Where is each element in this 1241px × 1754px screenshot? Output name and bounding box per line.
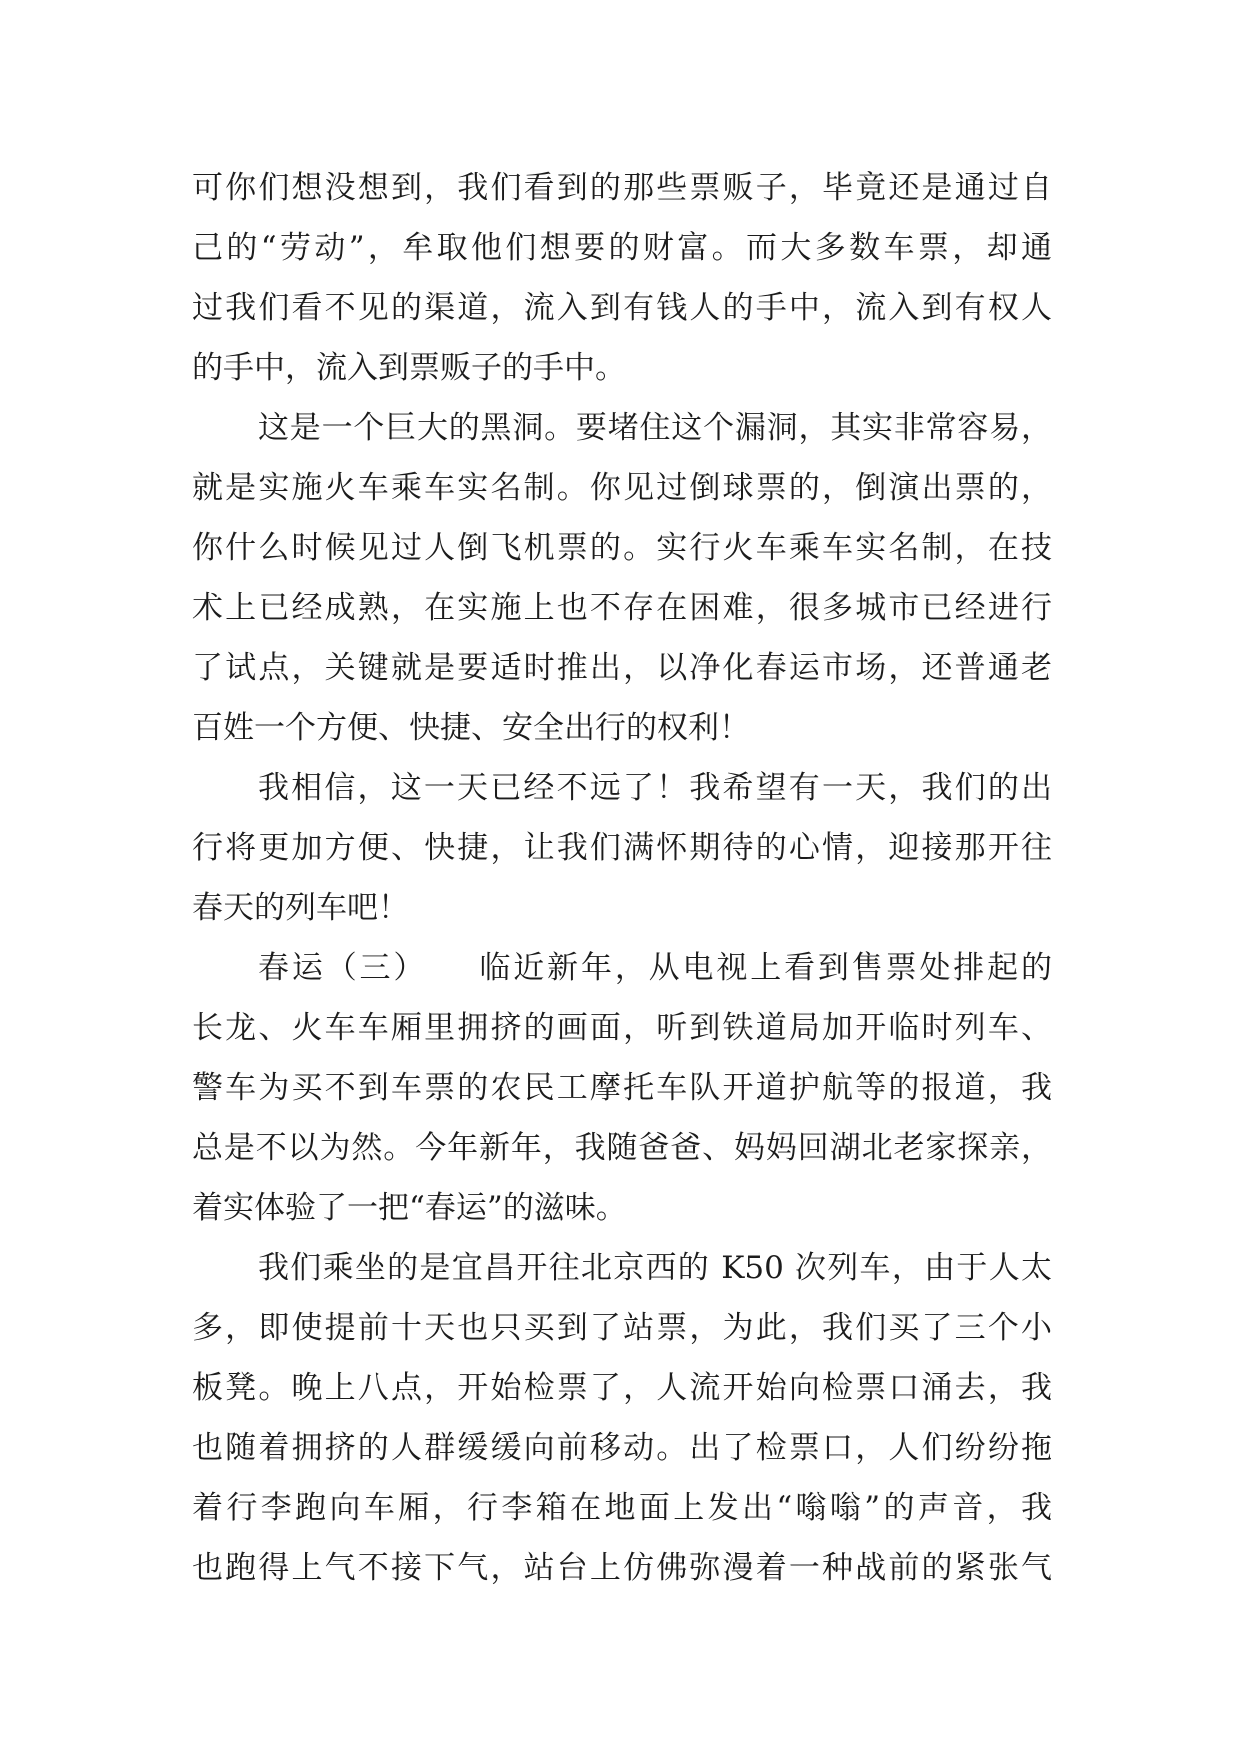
text-line: 这是一个巨大的黑洞。要堵住这个漏洞，其实非常容易，: [258, 410, 1052, 446]
text-line: 着行李跑向车厢，行李箱在地面上发出“嗡嗡”的声音，我: [192, 1490, 1052, 1526]
text-line: 也随着拥挤的人群缓缓向前移动。出了检票口，人们纷纷拖: [192, 1430, 1052, 1466]
text-line: 春天的列车吧！: [192, 890, 409, 926]
text-line: 己的“劳动”，牟取他们想要的财富。而大多数车票，却通: [192, 230, 1052, 266]
text-line: 的手中，流入到票贩子的手中。: [192, 350, 626, 386]
text-line: 总是不以为然。今年新年，我随爸爸、妈妈回湖北老家探亲，: [192, 1130, 1052, 1166]
text-line: 行将更加方便、快捷，让我们满怀期待的心情，迎接那开往: [192, 830, 1052, 866]
text-line: 可你们想没想到，我们看到的那些票贩子，毕竟还是通过自: [192, 170, 1052, 206]
text-line: 我相信，这一天已经不远了！我希望有一天，我们的出: [258, 770, 1052, 806]
text-line: 你什么时候见过人倒飞机票的。实行火车乘车实名制，在技: [192, 530, 1052, 566]
text-line: 术上已经成熟，在实施上也不存在困难，很多城市已经进行: [192, 590, 1052, 626]
text-line: 长龙、火车车厢里拥挤的画面，听到铁道局加开临时列车、: [192, 1010, 1052, 1046]
text-line: 着实体验了一把“春运”的滋味。: [192, 1190, 627, 1226]
text-line: 就是实施火车乘车实名制。你见过倒球票的，倒演出票的，: [192, 470, 1052, 506]
text-line: 百姓一个方便、快捷、安全出行的权利！: [192, 710, 750, 746]
text-line: 春运（三） 临近新年，从电视上看到售票处排起的: [258, 950, 1052, 986]
text-line: 多，即使提前十天也只买到了站票，为此，我们买了三个小: [192, 1310, 1052, 1346]
text-line: 警车为买不到车票的农民工摩托车队开道护航等的报道，我: [192, 1070, 1052, 1106]
text-line: 我们乘坐的是宜昌开往北京西的 K50 次列车，由于人太: [258, 1250, 1052, 1286]
text-line: 也跑得上气不接下气，站台上仿佛弥漫着一种战前的紧张气: [192, 1550, 1052, 1586]
text-line: 板凳。晚上八点，开始检票了，人流开始向检票口涌去，我: [192, 1370, 1052, 1406]
body-text: [192, 158, 1052, 1598]
text-line: 过我们看不见的渠道，流入到有钱人的手中，流入到有权人: [192, 290, 1052, 326]
text-line: 了试点，关键就是要适时推出，以净化春运市场，还普通老: [192, 650, 1052, 686]
